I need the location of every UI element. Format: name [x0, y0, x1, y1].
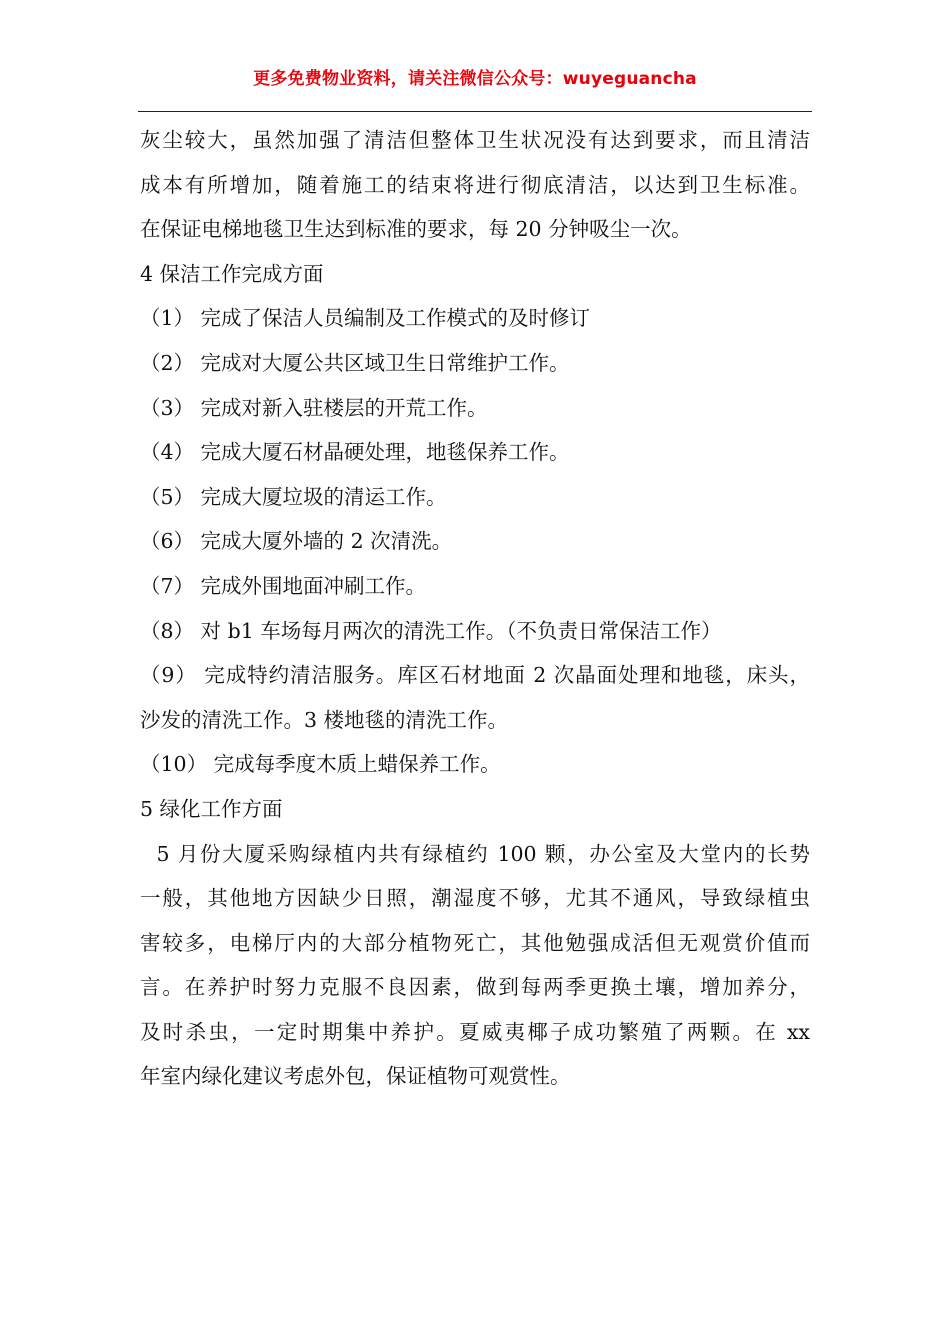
text-line: 成本有所增加，随着施工的结束将进行彻底清洁，以达到卫生标准。 [140, 172, 810, 197]
page-header: 更多免费物业资料，请关注微信公众号：wuyeguancha [253, 69, 697, 89]
list-item: （8） 对 b1 车场每月两次的清洗工作。（不负责日常保洁工作） [140, 618, 722, 643]
list-item: （4） 完成大厦石材晶硬处理，地毯保养工作。 [140, 440, 570, 465]
text-line: 在保证电梯地毯卫生达到标准的要求，每 20 分钟吸尘一次。 [140, 217, 692, 242]
section-heading: 5 绿化工作方面 [140, 796, 283, 821]
header-divider [138, 111, 812, 112]
list-item: （6） 完成大厦外墙的 2 次清洗。 [140, 529, 453, 554]
list-item: （3） 完成对新入驻楼层的开荒工作。 [140, 395, 488, 420]
list-item-continuation: 沙发的清洗工作。3 楼地毯的清洗工作。 [140, 707, 509, 732]
list-item: （2） 完成对大厦公共区域卫生日常维护工作。 [140, 350, 570, 375]
text-line: 5 月份大厦采购绿植内共有绿植约 100 颗，办公室及大堂内的长势 [140, 841, 810, 866]
text-line: 言。在养护时努力克服不良因素，做到每两季更换土壤，增加养分， [140, 975, 810, 1000]
text-line: 害较多，电梯厅内的大部分植物死亡，其他勉强成活但无观赏价值而 [140, 930, 810, 955]
list-item: （5） 完成大厦垃圾的清运工作。 [140, 484, 447, 509]
text-line: 及时杀虫，一定时期集中养护。夏威夷椰子成功繁殖了两颗。在 xx [140, 1019, 810, 1044]
section-heading: 4 保洁工作完成方面 [140, 261, 324, 286]
list-item: （10） 完成每季度木质上蜡保养工作。 [140, 752, 501, 777]
list-item: （7） 完成外围地面冲刷工作。 [140, 573, 427, 598]
list-item: （1） 完成了保洁人员编制及工作模式的及时修订 [140, 306, 591, 331]
body-text [140, 118, 810, 1099]
text-line: 一般，其他地方因缺少日照，潮湿度不够，尤其不通风，导致绿植虫 [140, 886, 810, 911]
text-line: 年室内绿化建议考虑外包，保证植物可观赏性。 [140, 1064, 571, 1089]
list-item: （9） 完成特约清洁服务。库区石材地面 2 次晶面处理和地毯，床头， [140, 663, 810, 688]
text-line: 灰尘较大，虽然加强了清洁但整体卫生状况没有达到要求，而且清洁 [140, 128, 810, 152]
